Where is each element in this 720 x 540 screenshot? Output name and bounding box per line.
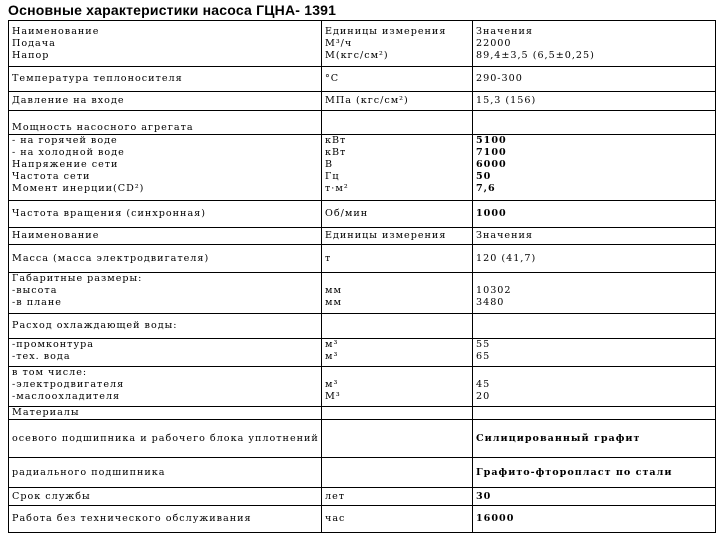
table-row <box>9 458 716 488</box>
cell-line: Срок службы <box>12 490 91 502</box>
cell-line: Значения <box>476 230 533 241</box>
parameter-cell <box>9 135 322 201</box>
cell-line: Момент инерции(CD²) <box>12 183 145 194</box>
cell-line: 120 (41,7) <box>476 252 537 264</box>
cell-line: Единицы измерения <box>325 230 447 241</box>
unit-cell <box>322 506 473 533</box>
value-cell <box>473 314 716 339</box>
parameter-cell <box>9 458 322 488</box>
cell-line: 3480 <box>476 297 505 308</box>
cell-line: 6000 <box>476 159 507 170</box>
cell-line: 22000 <box>476 37 512 49</box>
value-cell <box>473 407 716 420</box>
table-row <box>9 407 716 420</box>
parameter-cell <box>9 367 322 407</box>
cell-line: Наименование <box>12 25 100 37</box>
parameter-cell <box>9 339 322 367</box>
cell-line: м³ <box>325 351 339 362</box>
unit-cell <box>322 458 473 488</box>
parameter-cell <box>9 92 322 111</box>
table-row <box>9 506 716 533</box>
value-cell <box>473 228 716 245</box>
parameter-cell <box>9 488 322 506</box>
cell-line: осевого подшипника и рабочего блока уплотнений <box>12 432 319 444</box>
parameter-cell <box>9 21 322 67</box>
unit-cell <box>322 420 473 458</box>
cell-line: 290-300 <box>476 73 523 84</box>
cell-line: Единицы измерения <box>325 25 447 37</box>
cell-line: кВт <box>325 135 347 146</box>
unit-cell <box>322 367 473 407</box>
cell-line: 89,4±3,5 (6,5±0,25) <box>476 49 595 61</box>
cell-line: Подача <box>12 37 56 49</box>
value-cell <box>473 245 716 273</box>
parameter-cell <box>9 228 322 245</box>
cell-line: Мощность насосного агрегата <box>12 122 194 133</box>
cell-line: мм <box>325 297 342 308</box>
cell-line: т·м² <box>325 183 349 194</box>
cell-line <box>476 273 712 285</box>
table-row <box>9 367 716 407</box>
table-row <box>9 135 716 201</box>
unit-cell <box>322 339 473 367</box>
cell-line: радиального подшипника <box>12 466 166 478</box>
parameter-cell <box>9 201 322 228</box>
unit-cell <box>322 314 473 339</box>
cell-line: Температура теплоносителя <box>12 73 183 84</box>
cell-line: М(кгс/см²) <box>325 49 389 61</box>
cell-line: -маслоохладителя <box>12 391 121 402</box>
parameter-cell <box>9 420 322 458</box>
cell-line <box>325 433 469 445</box>
parameter-cell <box>9 67 322 92</box>
cell-line: Силицированный графит <box>476 432 641 444</box>
cell-line: М³/ч <box>325 37 353 49</box>
table-row <box>9 420 716 458</box>
parameter-cell <box>9 506 322 533</box>
unit-cell <box>322 21 473 67</box>
cell-line <box>476 320 712 332</box>
cell-line: 7100 <box>476 147 507 158</box>
cell-line: 16000 <box>476 513 515 524</box>
cell-line: -электродвигателя <box>12 379 125 390</box>
cell-line: °С <box>325 73 340 84</box>
table-row <box>9 111 716 135</box>
cell-line: М³ <box>325 391 341 402</box>
cell-line: 10302 <box>476 285 512 296</box>
value-cell <box>473 21 716 67</box>
unit-cell <box>322 111 473 135</box>
page-title: Основные характеристики насоса ГЦНА- 1391 <box>8 2 337 18</box>
cell-line: МПа (кгс/см²) <box>325 95 409 106</box>
value-cell <box>473 420 716 458</box>
unit-cell <box>322 245 473 273</box>
cell-line: -тех. вода <box>12 351 71 362</box>
cell-line: Наименование <box>12 230 100 241</box>
table-row <box>9 339 716 367</box>
parameter-cell <box>9 273 322 314</box>
cell-line: м³ <box>325 339 339 350</box>
cell-line: В <box>325 159 334 170</box>
cell-line <box>476 407 712 419</box>
cell-line: 15,3 (156) <box>476 95 537 106</box>
unit-cell <box>322 407 473 420</box>
unit-cell <box>322 201 473 228</box>
table-row <box>9 201 716 228</box>
cell-line <box>325 367 469 379</box>
cell-line: т <box>325 252 332 264</box>
unit-cell <box>322 228 473 245</box>
unit-cell <box>322 273 473 314</box>
cell-line: Графито-фторопласт по стали <box>476 466 673 478</box>
cell-line: Габаритные размеры: <box>12 273 143 284</box>
cell-line: 30 <box>476 490 492 502</box>
cell-line <box>325 467 469 479</box>
cell-line: -промконтура <box>12 339 94 350</box>
value-cell <box>473 339 716 367</box>
cell-line <box>325 407 469 419</box>
value-cell <box>473 367 716 407</box>
cell-line: 1000 <box>476 208 507 219</box>
cell-line: Частота сети <box>12 171 91 182</box>
value-cell <box>473 488 716 506</box>
value-cell <box>473 92 716 111</box>
cell-line: 20 <box>476 391 491 402</box>
parameter-cell <box>9 111 322 135</box>
cell-line: Напряжение сети <box>12 159 119 170</box>
value-cell <box>473 135 716 201</box>
specs-table <box>8 20 716 533</box>
cell-line: -в плане <box>12 297 62 308</box>
parameter-cell <box>9 407 322 420</box>
table-row <box>9 488 716 506</box>
unit-cell <box>322 488 473 506</box>
value-cell <box>473 458 716 488</box>
table-row <box>9 67 716 92</box>
table-row <box>9 245 716 273</box>
value-cell <box>473 506 716 533</box>
table-row <box>9 314 716 339</box>
unit-cell <box>322 135 473 201</box>
cell-line: Значения <box>476 25 533 37</box>
cell-line: Об/мин <box>325 208 369 219</box>
table-row <box>9 92 716 111</box>
cell-line: лет <box>325 490 346 502</box>
parameter-cell <box>9 245 322 273</box>
cell-line: Давление на входе <box>12 95 125 106</box>
cell-line: Работа без технического обслуживания <box>12 513 252 524</box>
cell-line: 55 <box>476 339 491 350</box>
table-row <box>9 21 716 67</box>
cell-line: Расход охлаждающей воды: <box>12 320 178 331</box>
cell-line: час <box>325 513 346 524</box>
cell-line: 5100 <box>476 135 507 146</box>
cell-line: 7,6 <box>476 183 496 194</box>
cell-line: мм <box>325 285 342 296</box>
cell-line: 65 <box>476 351 491 362</box>
cell-line: - на горячей воде <box>12 135 118 146</box>
cell-line: Материалы <box>12 407 80 418</box>
cell-line <box>476 122 712 134</box>
parameter-cell <box>9 314 322 339</box>
cell-line: в том числе: <box>12 367 88 378</box>
cell-line: кВт <box>325 147 347 158</box>
cell-line: м³ <box>325 379 339 390</box>
table-row <box>9 228 716 245</box>
cell-line: 50 <box>476 171 492 182</box>
cell-line <box>325 273 469 285</box>
cell-line: Гц <box>325 171 340 182</box>
table-row <box>9 273 716 314</box>
value-cell <box>473 273 716 314</box>
cell-line: - на холодной воде <box>12 147 125 158</box>
cell-line <box>476 367 712 379</box>
unit-cell <box>322 92 473 111</box>
cell-line: 45 <box>476 379 491 390</box>
cell-line: Напор <box>12 49 50 61</box>
value-cell <box>473 111 716 135</box>
cell-line: -высота <box>12 285 58 296</box>
cell-line <box>325 320 469 332</box>
unit-cell <box>322 67 473 92</box>
value-cell <box>473 201 716 228</box>
cell-line: Частота вращения (синхронная) <box>12 208 206 219</box>
cell-line: Масса (масса электродвигателя) <box>12 252 210 264</box>
cell-line <box>325 122 469 134</box>
value-cell <box>473 67 716 92</box>
